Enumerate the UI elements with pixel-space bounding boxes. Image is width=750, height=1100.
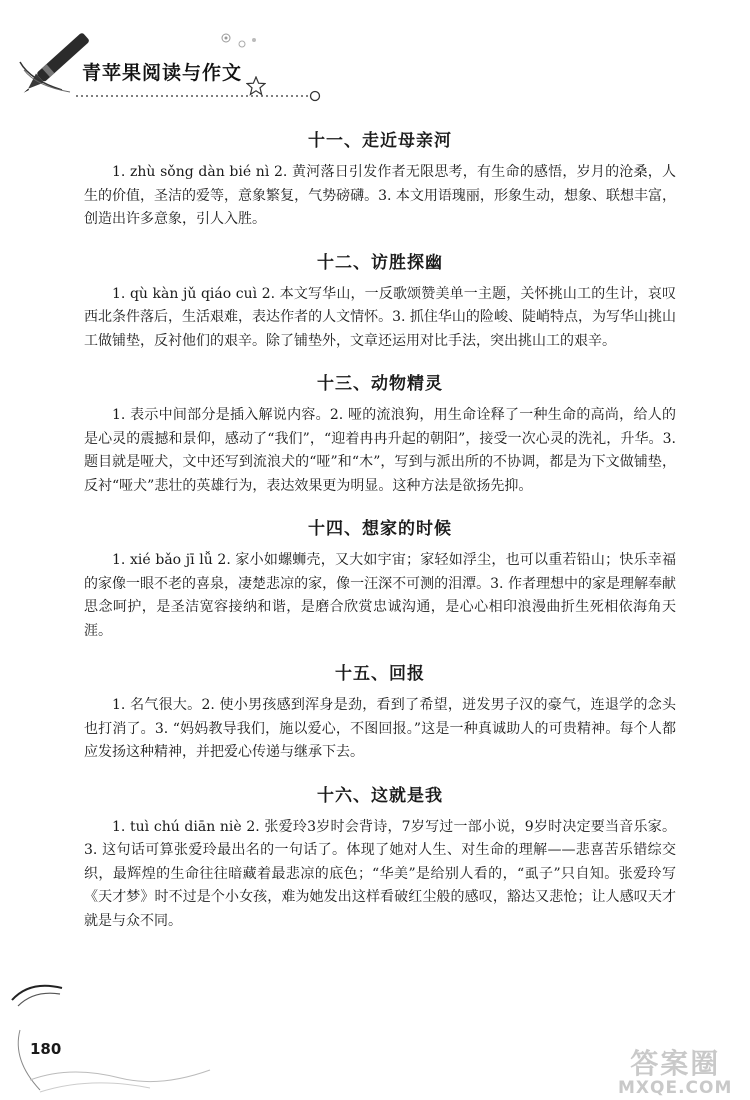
watermark-main: 答案圈 bbox=[630, 1047, 721, 1080]
watermark bbox=[618, 1042, 732, 1098]
section-15 bbox=[84, 659, 676, 765]
watermark-sub: MXQE.COM bbox=[618, 1078, 733, 1098]
section-text: 1. xié bǎo jī lǚ 2. 家小如螺蛳壳，又大如宇宙；家轻如浮尘，也可以重若铅山；快乐幸福的家像一眼不老的喜泉，凄楚悲凉的家，像一汪深不可测的泪潭。3. 作者理想中的家是理解奉献思念呵护，是圣洁宽容接纳和谐，是磨合欣赏忠诚沟通，是心心相印浪漫曲折生死相依海角天涯。 bbox=[84, 552, 676, 639]
section-text: 1. zhù sǒng dàn bié nì 2. 黄河落日引发作者无限思考，有生命的感悟，岁月的沧桑，人生的价值，圣洁的爱等，意象繁复，气势磅礴。3. 本文用语瑰丽，形象生动，想象、联想丰富，创造出许多意象，引人入胜。 bbox=[84, 164, 676, 227]
section-14 bbox=[84, 514, 676, 643]
section-13 bbox=[84, 369, 676, 498]
section-12 bbox=[84, 248, 676, 354]
section-title: 十二、访胜探幽 bbox=[317, 252, 443, 273]
section-title: 十三、动物精灵 bbox=[317, 374, 443, 394]
page-header bbox=[0, 0, 750, 110]
section-text: 1. qù kàn jǔ qiáo cuì 2. 本文写华山，一反歌颂赞美单一主题，关怀挑山工的生计，哀叹西北条件落后，生活艰难，表达作者的人文情怀。3. 抓住华山的险峻、陡峭特点，为写华山挑山工做铺垫，反衬他们的艰辛。除了铺垫外，文章还运用对比手法，突出挑山工的艰辛。 bbox=[84, 285, 676, 349]
section-title: 十四、想家的时候 bbox=[308, 519, 452, 539]
section-title: 十一、走近母亲河 bbox=[308, 131, 452, 151]
section-text: 1. 表示中间部分是插入解说内容。2. 哑的流浪狗，用生命诠释了一种生命的高尚，给人的是心灵的震撼和景仰，感动了“我们”，“迎着冉冉升起的朝阳”，接受一次心灵的洗礼，升华。3. 题目就是哑犬，文中还写到流浪犬的“哑”和“木”，写到与派出所的不协调，都是为下文做铺垫，反衬“哑犬”悲壮的英雄行为，表达效果更为明显。这种方法是欲扬先抑。 bbox=[84, 407, 676, 494]
answer-content bbox=[84, 126, 676, 949]
star-outline-icon bbox=[246, 76, 266, 96]
pen-nib-icon bbox=[0, 0, 750, 110]
page-number: 180 bbox=[30, 1040, 62, 1058]
section-title: 十五、回报 bbox=[335, 664, 425, 684]
section-text: 1. 名气很大。2. 使小男孩感到浑身是劲，看到了希望，迸发男子汉的豪气，连退学的念头也打消了。3. “妈妈教导我们，施以爱心，不图回报。”这是一种真诚助人的可贵精神。每个人都应发扬这种精神，并把爱心传递与继承下去。 bbox=[84, 697, 676, 760]
header-title: 青苹果阅读与作文 bbox=[82, 62, 243, 84]
section-16 bbox=[84, 781, 676, 934]
section-text: 1. tuì chú diān niè 2. 张爱玲3岁时会背诗，7岁写过一部小说，9岁时决定要当音乐家。3. 这句话可算张爱玲最出名的一句话了。体现了她对人生、对生命的理解——悲喜苦乐错综交织，最辉煌的生命往往暗藏着最悲凉的底色；“华美”是给别人看的，“虱子”只自知。张爱玲写《天才梦》时不过是个小女孩，难为她发出这样看破红尘般的感叹，豁达又悲怆；让人感叹天才就是与众不同。 bbox=[84, 818, 676, 929]
section-title: 十六、这就是我 bbox=[317, 785, 443, 806]
section-11 bbox=[84, 126, 676, 232]
